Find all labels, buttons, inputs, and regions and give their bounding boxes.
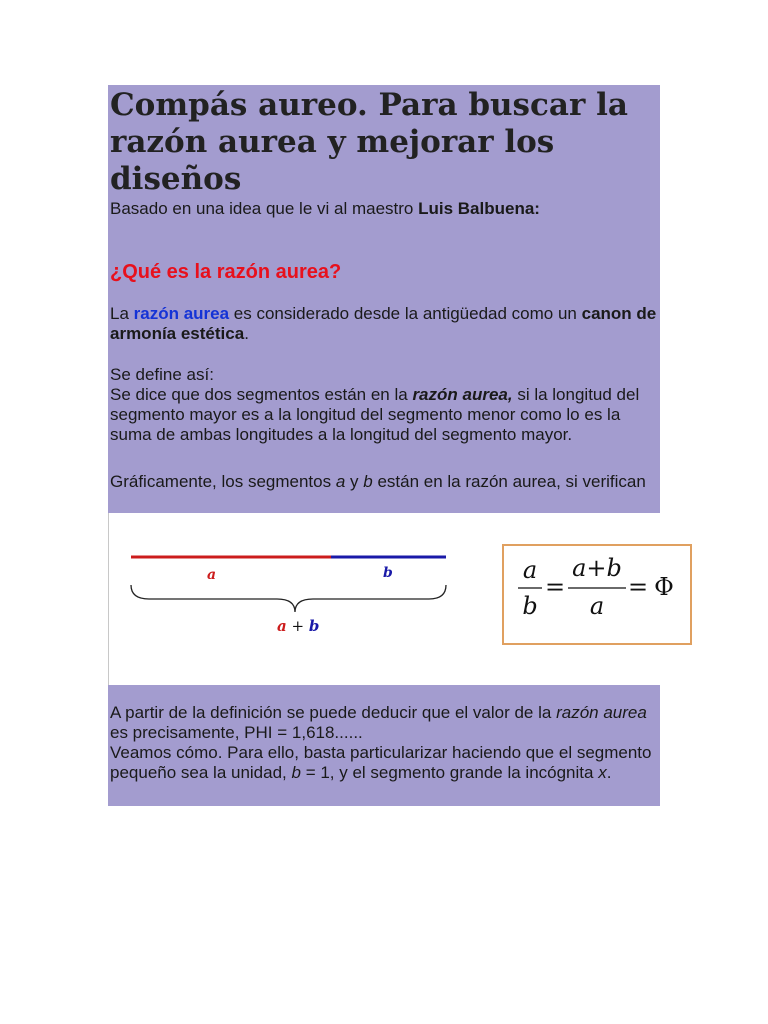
p1-text-1: La: [110, 304, 134, 323]
formula-equals-2: =: [627, 573, 649, 601]
b1-var-b: b: [291, 763, 301, 782]
p3-var-a: a: [335, 472, 346, 491]
sum-label: [277, 617, 319, 635]
p2-text-1: Se dice que dos segmentos están en la: [110, 385, 413, 404]
intro-panel: [108, 85, 660, 513]
p1-text-3: .: [244, 324, 249, 343]
sum-a: a: [277, 617, 287, 635]
sum-b: b: [308, 617, 320, 635]
phi-symbol: Φ: [654, 573, 674, 601]
paragraph-definition-intro: [110, 304, 660, 344]
page-title: Compás aureo. Para buscar la razón aurea y mejorar los diseños: [110, 87, 628, 197]
b1-var-x: x: [598, 763, 607, 782]
sum-plus: +: [286, 617, 309, 635]
p3-var-b: b: [363, 472, 373, 491]
section-heading: ¿Qué es la razón aurea?: [110, 261, 342, 283]
p3-text-1: Gráficamente, los segmentos: [110, 472, 336, 491]
formula-den-1: b: [522, 592, 538, 620]
formula-svg: [504, 546, 690, 643]
sum-brace: [131, 585, 446, 612]
p3-text-3: están en la razón aurea, si verifican: [372, 472, 646, 491]
harmony-canon: canon de armonía estética: [110, 304, 657, 343]
deduction-panel: [108, 685, 660, 806]
p3-text-2: y: [345, 472, 364, 491]
b1-text-5: .: [606, 763, 612, 782]
formula-equals-1: =: [544, 573, 566, 601]
paragraph-definition: [110, 365, 660, 445]
subtitle-text: Basado en una idea que le vi al maestro: [110, 199, 419, 218]
p2-text-2: si la longitud del segmento mayor es a la longitud del segmento menor como lo es la suma de ambas longitudes a la longitud del segmento mayor.: [110, 385, 640, 444]
golden-ratio-formula: [502, 544, 692, 645]
paragraph-phi-value: [110, 703, 660, 783]
author-name: Luis Balbuena:: [418, 199, 540, 218]
golden-ratio-term-2: razón aurea,: [412, 385, 513, 404]
b1-text-2: es precisamente, PHI = 1,618......: [110, 723, 363, 742]
formula-den-2: a: [589, 592, 605, 620]
b1-text-3: Veamos cómo. Para ello, basta particularizar haciendo que el segmento pequeño sea la unidad,: [110, 743, 652, 782]
golden-ratio-term-3: razón aurea: [556, 703, 647, 722]
subtitle: [110, 199, 660, 219]
segment-a-label: a: [207, 567, 217, 583]
b1-text-4: = 1, y el segmento grande la incógnita: [300, 763, 599, 782]
golden-ratio-term: razón aurea: [133, 304, 230, 323]
p1-text-2: es considerado desde la antigüedad como un: [229, 304, 582, 323]
define-line: Se define así:: [110, 365, 214, 384]
b1-text-1: A partir de la definición se puede deducir que el valor de la: [110, 703, 557, 722]
formula-num-2: a+b: [572, 554, 622, 582]
segment-b-label: b: [383, 565, 393, 581]
paragraph-graphic: [110, 472, 660, 492]
formula-num-1: a: [522, 556, 538, 584]
